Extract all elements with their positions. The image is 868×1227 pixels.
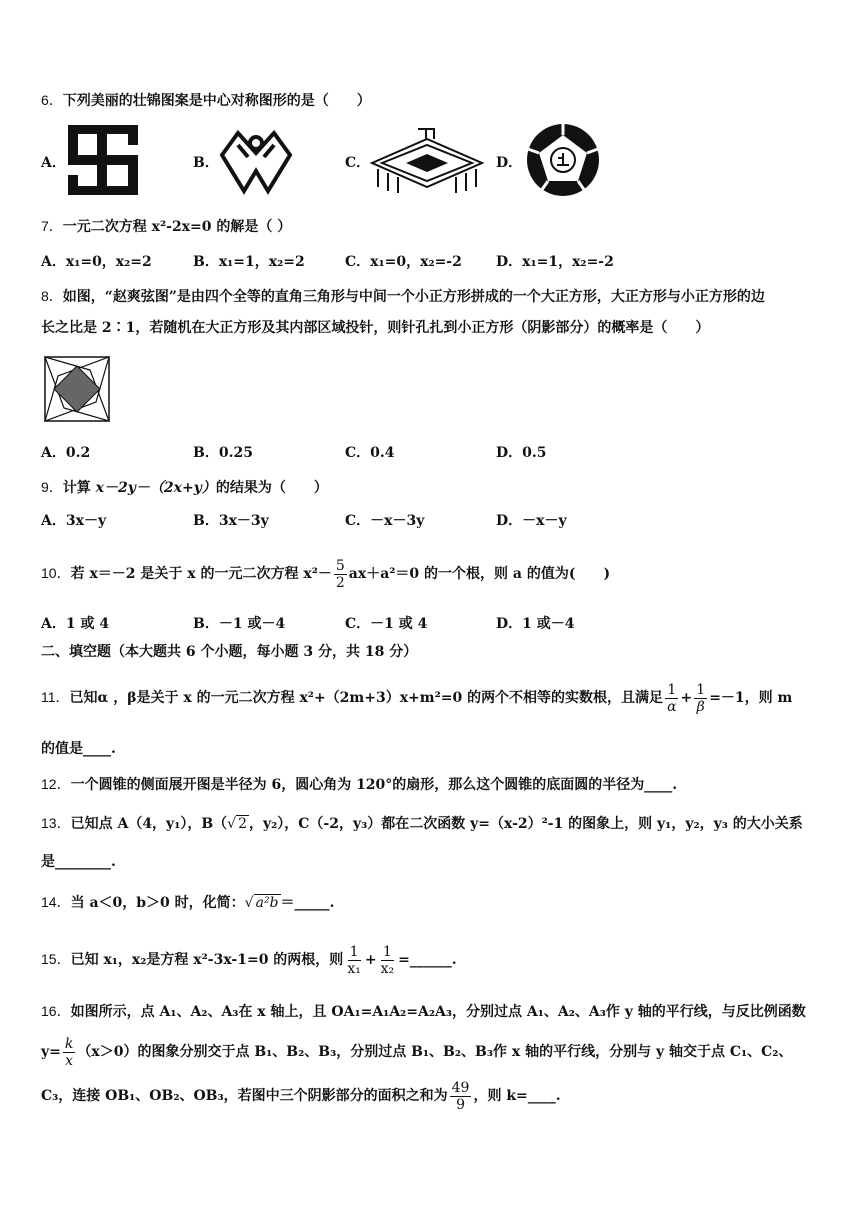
q7-stem: 7．一元二次方程 x²-2x=0 的解是（ ） [41, 218, 292, 235]
q16-stem-line3: C₃，连接 OB₁、OB₂、OB₃，若图中三个阴影部分的面积之和为 $\frac{49}{9}$ ，则 k=____. [41, 1079, 561, 1113]
q7-option-b[interactable]: B．x₁=1，x₂=2 [193, 254, 305, 270]
q8-option-d[interactable]: D．0.5 [496, 445, 547, 461]
q8-option-c[interactable]: C．0.4 [345, 445, 395, 461]
q13-stem-line2: 是________. [41, 854, 116, 870]
q6-option-b[interactable]: B． [193, 155, 219, 171]
q8-option-a[interactable]: A．0.2 [41, 445, 91, 461]
q10-stem: 10．若 x＝－2 是关于 x 的一元二次方程 x²－ $\frac{5}{2}$ ax＋a²＝0 的一个根，则 a 的值为( ) [41, 557, 611, 591]
q16-stem-line2: y= $\frac{k}{x}$ （x＞0）的图象分别交于点 B₁、B₂、B₃，分别过点 B₁、B₂、B₃作 x 轴的平行线，分别与 y 轴交于点 C₁、C₂、 [41, 1035, 793, 1069]
q8-option-b[interactable]: B．0.25 [193, 445, 253, 461]
sqrt-sign: √ a²b [244, 895, 279, 911]
q9-option-d[interactable]: D．－x－y [496, 513, 567, 529]
q6-stem: 6．下列美丽的壮锦图案是中心对称图形的是（ ） [41, 92, 371, 109]
q12-stem: 12．一个圆锥的侧面展开图是半径为 6，圆心角为 120°的扇形，那么这个圆锥的底面圆的半径为____. [41, 776, 678, 793]
q8-stem-line2: 长之比是 2∶1，若随机在大正方形及其内部区域投针，则针孔扎到小正方形（阴影部分）的概率是（ ） [41, 320, 710, 336]
q8-stem-line1: 8．如图，“赵爽弦图”是由四个全等的直角三角形与中间一个小正方形拼成的一个大正方形，大正方形与小正方形的边 [41, 288, 765, 305]
q9-option-a[interactable]: A．3x－y [41, 513, 107, 529]
q9-stem: 9．计算 x－2y－（2x+y）的结果为（ ） [41, 479, 328, 496]
q11-stem-line2: 的值是____. [41, 741, 116, 757]
q9-option-b[interactable]: B．3x－3y [193, 513, 269, 529]
sqrt-sign: √ 2 [227, 816, 247, 832]
q15-stem: 15．已知 x₁，x₂是方程 x²-3x-1=0 的两根，则 $\frac{1}{\text{x₁}}$ + $\frac{1}{\text{x₂}}$ =______. [41, 943, 457, 977]
section-heading: 二、填空题（本大题共 6 个小题，每小题 3 分，共 18 分） [41, 644, 418, 660]
q14-stem: 14．当 a＜0，b＞0 时，化简：√ a²b ＝_____. [41, 894, 335, 911]
pattern-b-icon [218, 125, 294, 195]
pattern-c-icon [368, 125, 486, 195]
q10-option-b[interactable]: B．－1 或－4 [193, 616, 286, 632]
q10-option-a[interactable]: A．1 或 4 [41, 616, 110, 632]
q6-option-c[interactable]: C． [345, 155, 371, 171]
q7-option-a[interactable]: A．x₁=0，x₂=2 [41, 254, 152, 270]
q7-option-d[interactable]: D．x₁=1，x₂=-2 [496, 254, 614, 270]
q10-option-d[interactable]: D．1 或－4 [496, 616, 575, 632]
pattern-a-icon [68, 125, 138, 195]
q16-stem-line1: 16．如图所示，点 A₁、A₂、A₃在 x 轴上，且 OA₁=A₁A₂=A₂A₃，分别过点 A₁、A₂、A₃作 y 轴的平行线，与反比例函数 [41, 1003, 806, 1020]
q10-option-c[interactable]: C．－1 或 4 [345, 616, 428, 632]
q6-option-a[interactable]: A． [41, 155, 66, 171]
pattern-d-icon [524, 123, 602, 197]
q13-stem: 13．已知点 A（4，y₁），B（√ 2 ，y₂），C（-2，y₃）都在二次函数 y=（x-2）²-1 的图象上，则 y₁，y₂，y₃ 的大小关系 [41, 815, 803, 832]
q11-stem: 11．已知α ，β是关于 x 的一元二次方程 x²+（2m+3）x+m²=0 的两个不相等的实数根，且满足 $\frac{1}{\alpha}$ + $\frac{1}{\beta}$ =－1，则 m [41, 681, 793, 715]
zhao-shuang-diagram [44, 356, 110, 422]
q6-option-d[interactable]: D． [496, 155, 523, 171]
q9-option-c[interactable]: C．－x－3y [345, 513, 425, 529]
q7-option-c[interactable]: C．x₁=0，x₂=-2 [345, 254, 462, 270]
